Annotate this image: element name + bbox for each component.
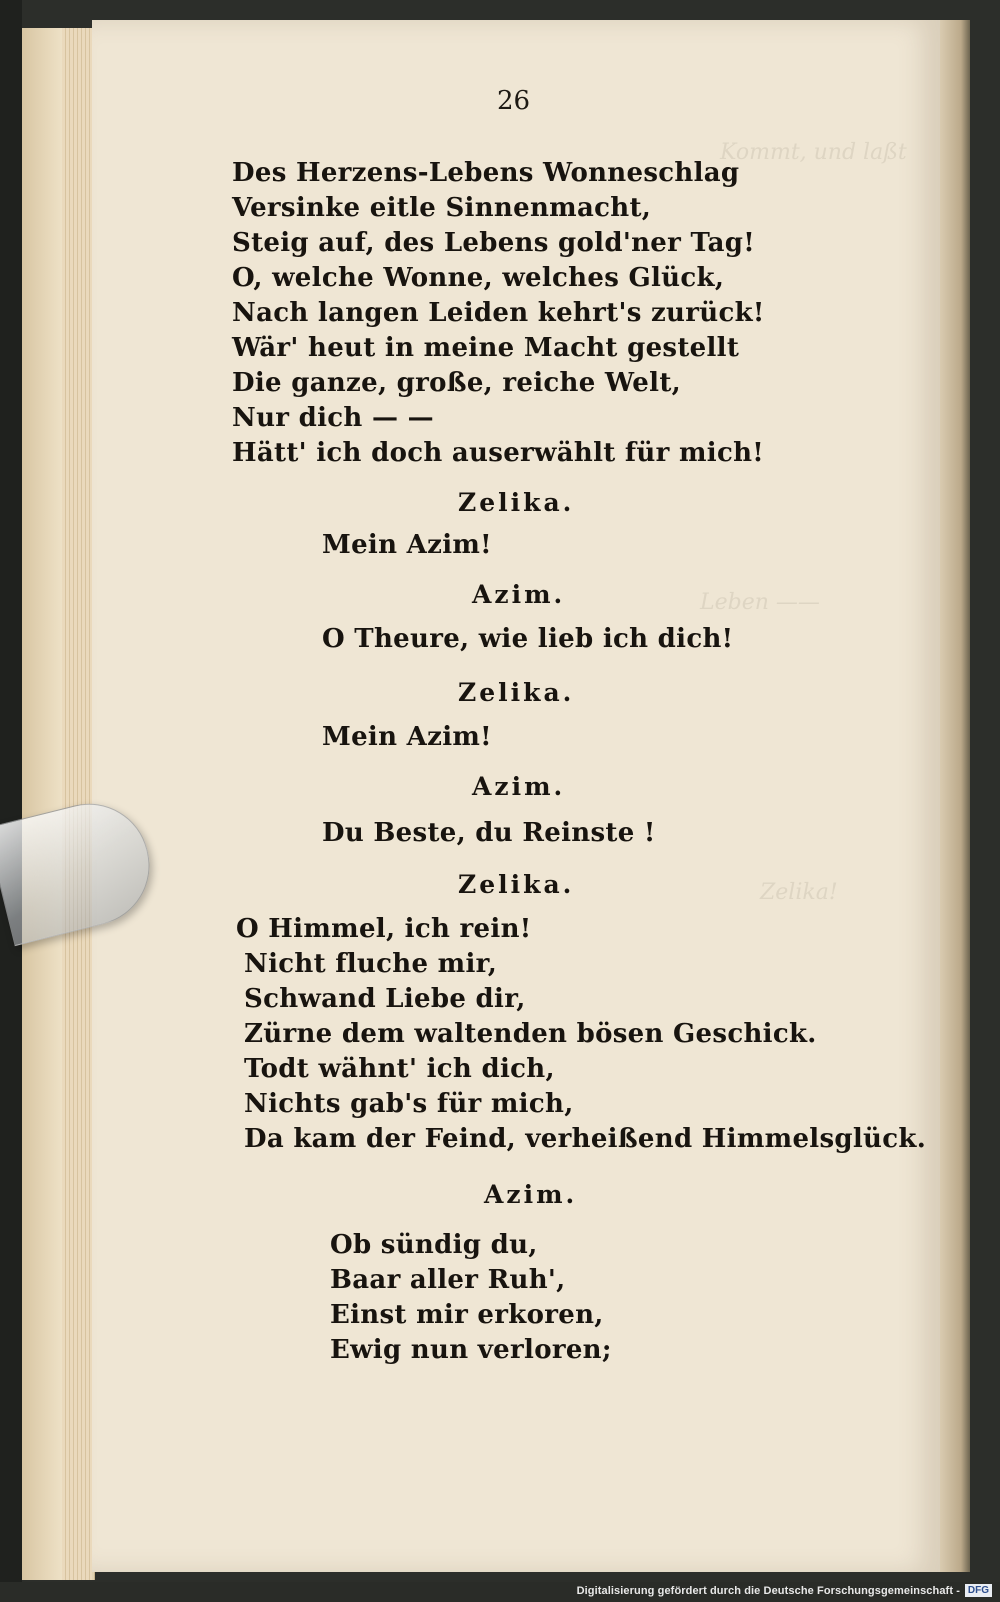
verse-line: Einst mir erkoren,: [330, 1300, 604, 1330]
dialogue-line: O Theure, wie lieb ich dich!: [322, 624, 734, 654]
verse-line: Nichts gab's für mich,: [244, 1089, 574, 1119]
speaker-name: Azim.: [472, 580, 566, 609]
verse-line: Nur dich — —: [232, 403, 434, 433]
speaker-name: Zelika.: [458, 870, 575, 899]
dialogue-line: Mein Azim!: [322, 530, 492, 560]
verse-line: Zürne dem waltenden bösen Geschick.: [244, 1019, 817, 1049]
verse-line: O, welche Wonne, welches Glück,: [232, 263, 725, 293]
speaker-name: Azim.: [472, 772, 566, 801]
verse-line: O Himmel, ich rein!: [236, 914, 532, 944]
verse-line: Versinke eitle Sinnenmacht,: [232, 193, 652, 223]
verse-line: Nach langen Leiden kehrt's zurück!: [232, 298, 765, 328]
verse-line: Nicht fluche mir,: [244, 949, 498, 979]
bleed-through: Zelika!: [760, 880, 838, 905]
verse-line: Die ganze, große, reiche Welt,: [232, 368, 681, 398]
verse-line: Baar aller Ruh',: [330, 1265, 566, 1295]
verse-line: Da kam der Feind, verheißend Himmelsglück.: [244, 1124, 927, 1154]
verse-line: Des Herzens-Lebens Wonneschlag: [232, 158, 740, 188]
scan-background: [0, 0, 22, 1602]
page-gutter: [940, 20, 970, 1572]
speaker-name: Azim.: [484, 1180, 578, 1209]
bleed-through: Kommt, und laßt: [720, 140, 907, 165]
dialogue-line: Mein Azim!: [322, 722, 492, 752]
speaker-name: Zelika.: [458, 678, 575, 707]
page-number: 26: [497, 86, 531, 116]
verse-line: Ewig nun verloren;: [330, 1335, 612, 1365]
verse-line: Ob sündig du,: [330, 1230, 538, 1260]
dfg-logo: DFG: [965, 1584, 992, 1597]
digitization-credit: Digitalisierung gefördert durch die Deutsche Forschungsgemeinschaft -: [576, 1585, 960, 1597]
verse-line: Todt wähnt' ich dich,: [244, 1054, 555, 1084]
speaker-name: Zelika.: [458, 488, 575, 517]
dialogue-line: Du Beste, du Reinste !: [322, 818, 656, 848]
verse-line: Hätt' ich doch auserwählt für mich!: [232, 438, 764, 468]
verse-line: Schwand Liebe dir,: [244, 984, 526, 1014]
verse-line: Wär' heut in meine Macht gestellt: [232, 333, 740, 363]
verse-line: Steig auf, des Lebens gold'ner Tag!: [232, 228, 755, 258]
bleed-through: Leben ——: [700, 590, 820, 615]
